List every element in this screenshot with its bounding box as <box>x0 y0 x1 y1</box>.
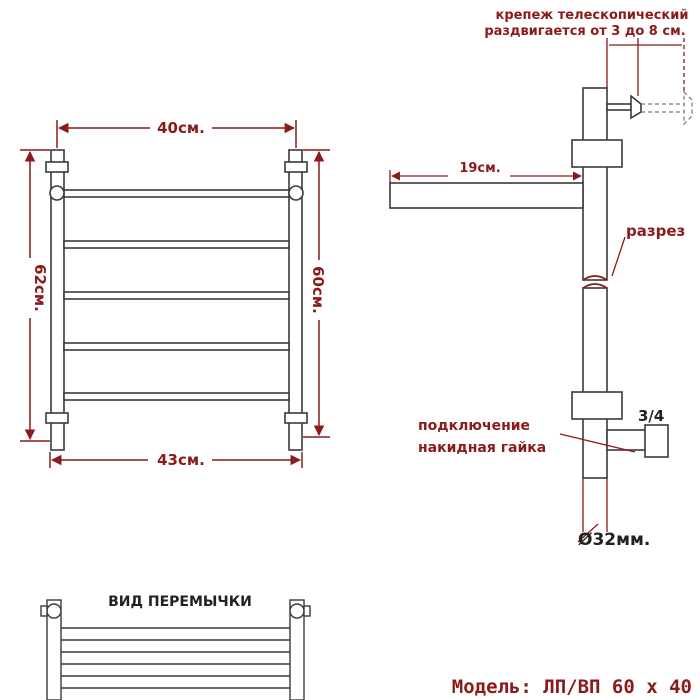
section-label: разрез <box>626 222 686 240</box>
depth-label: 19см. <box>459 161 501 176</box>
side-post-upper <box>583 88 607 280</box>
lower-clamp <box>572 392 622 419</box>
left-top-bracket <box>46 162 68 172</box>
side-post-lower <box>583 288 607 478</box>
mount-flange <box>631 96 641 118</box>
top-view-title: ВИД ПЕРЕМЫЧКИ <box>108 594 252 610</box>
telescopic-mount-extension <box>641 92 692 124</box>
right-top-bracket <box>285 162 307 172</box>
pipe-diameter-label: Ø32мм. <box>578 530 651 550</box>
crossbar <box>64 190 289 197</box>
left-height-label: 62см. <box>31 264 49 312</box>
crossbar <box>64 292 289 299</box>
side-crossbar <box>390 183 583 208</box>
mount-note-line1: крепеж телескопический <box>495 8 689 23</box>
top-view-left-plug <box>47 604 61 618</box>
top-width-label: 40см. <box>157 119 205 137</box>
mount-rod <box>607 104 631 110</box>
left-bottom-bracket <box>46 413 68 423</box>
top-view-right-plug <box>290 604 304 618</box>
left-top-plug <box>50 186 64 200</box>
front-view <box>46 150 307 450</box>
top-view <box>41 600 310 700</box>
thread-size-label: 3/4 <box>638 407 665 425</box>
right-height-label: 60см. <box>309 266 327 314</box>
connection-label-line1: подключение <box>418 418 531 434</box>
model-label: Модель: ЛП/ВП 60 х 40 <box>451 676 692 698</box>
bottom-width-label: 43см. <box>157 451 205 469</box>
right-top-plug <box>289 186 303 200</box>
connection-label-line2: накидная гайка <box>418 440 547 456</box>
connection-nut <box>645 425 668 457</box>
crossbar <box>64 241 289 248</box>
crossbar <box>64 343 289 350</box>
mount-note-line2: раздвигается от 3 до 8 см. <box>484 24 686 39</box>
section-leader <box>612 237 625 276</box>
crossbar <box>64 393 289 400</box>
upper-clamp <box>572 140 622 167</box>
right-bottom-bracket <box>285 413 307 423</box>
